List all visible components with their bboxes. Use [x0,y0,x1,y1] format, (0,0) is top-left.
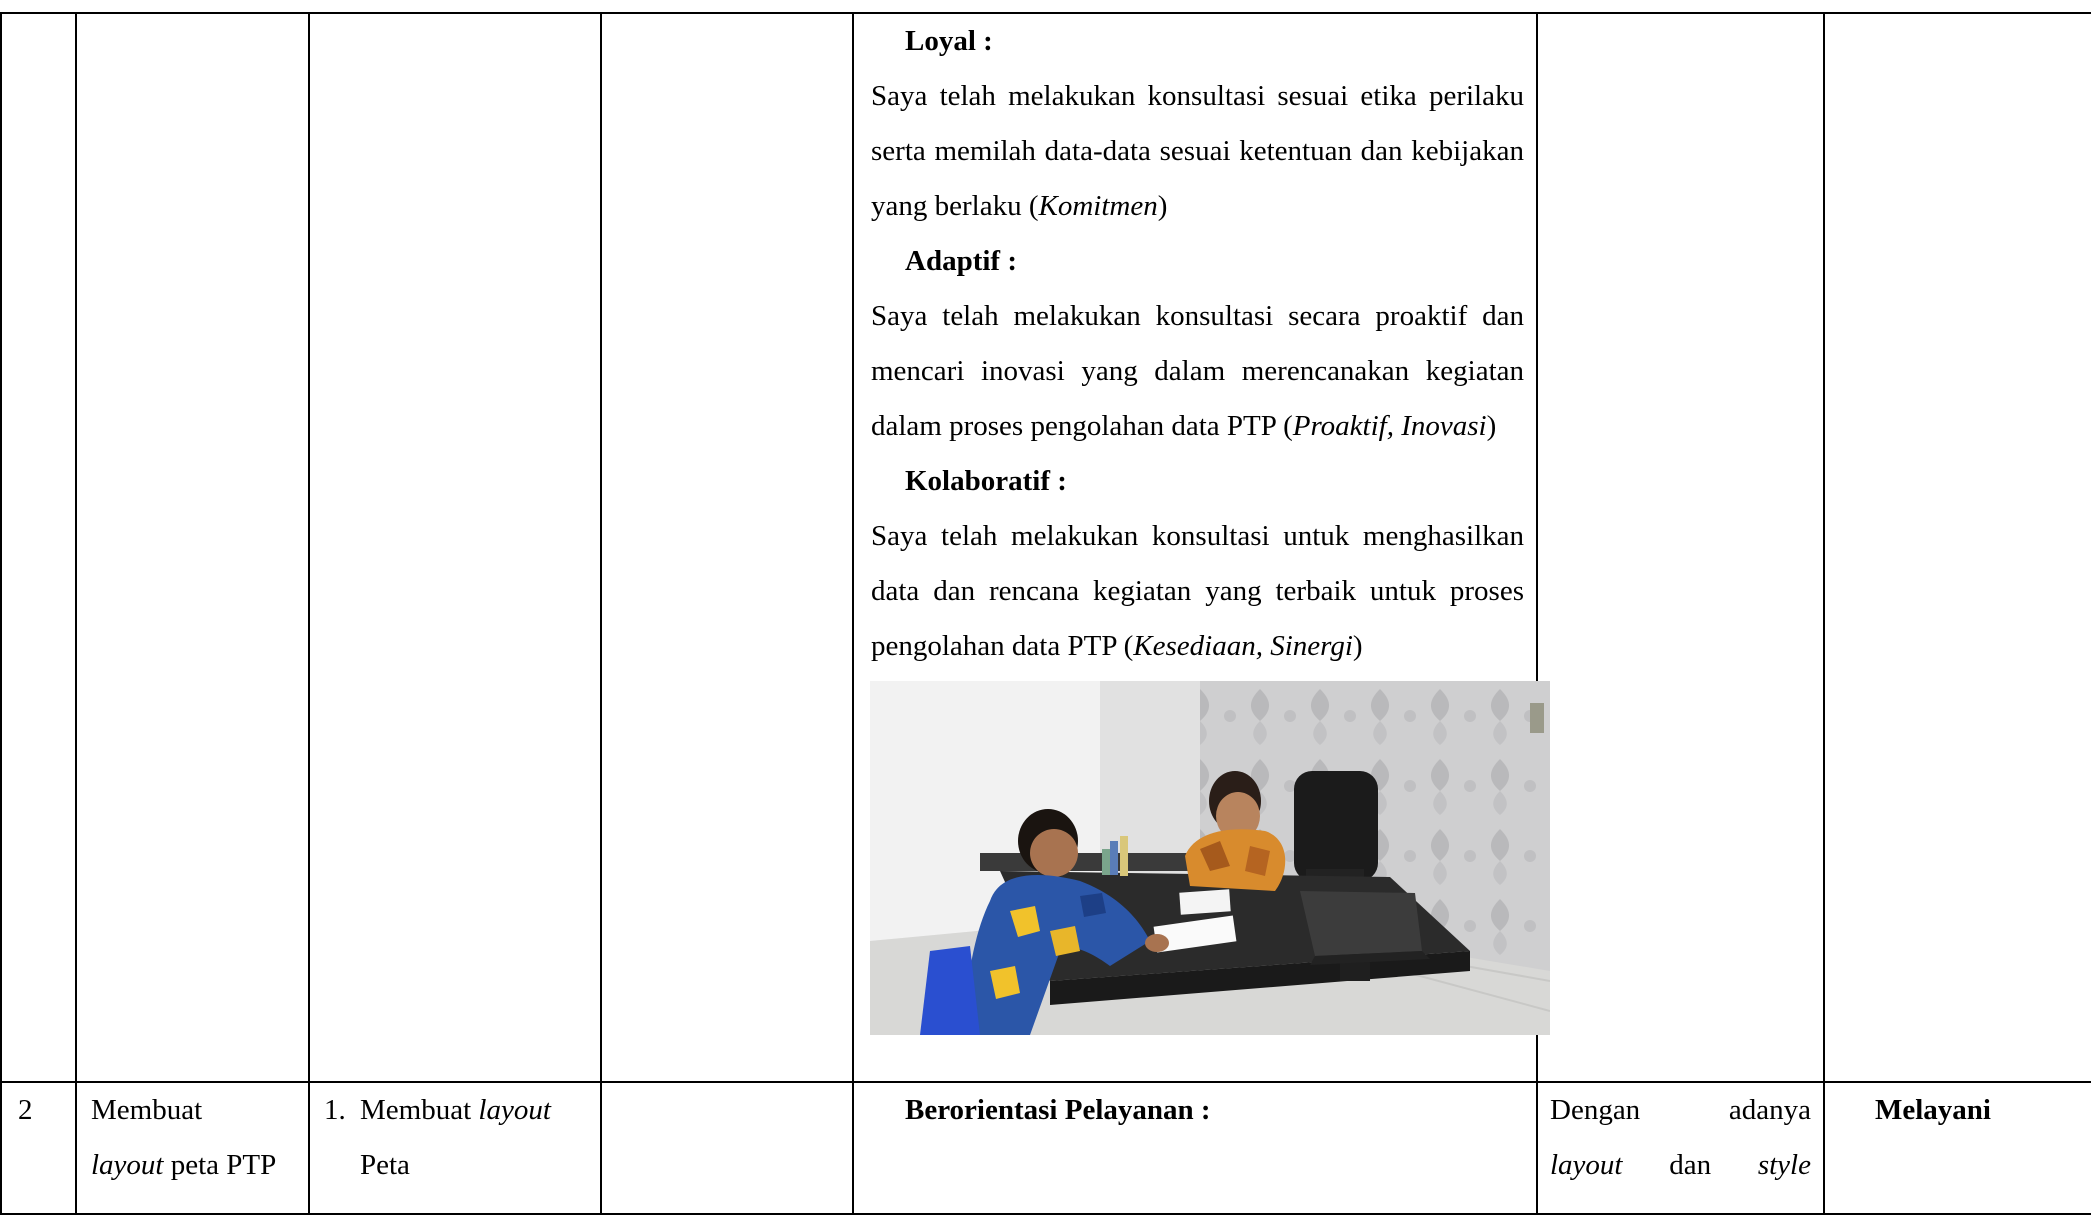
activity-table [0,12,2091,1215]
activity-cell [76,13,309,1082]
table-row [1,1082,2091,1214]
activity-italic: layout [91,1149,164,1181]
core-values-cell [853,1082,1537,1214]
result-line [1550,1138,1811,1193]
result-word: layout [1550,1149,1623,1181]
step-italic: layout [478,1094,551,1126]
result-word: Dengan [1550,1094,1641,1126]
output-cell [601,1082,853,1214]
activity-line: Membuat [91,1094,203,1126]
core-values-cell [853,13,1537,1082]
value-description: Saya telah melakukan konsultasi sesuai etika perilaku serta memilah data-data sesuai ketentuan dan kebijakan yang berlaku (Komitmen) [871,80,1524,222]
number-cell: 2 [1,1082,76,1214]
result-word: dan [1669,1149,1712,1181]
value-title: Kolaboratif : [905,465,1067,497]
value-description: Saya telah melakukan konsultasi untuk menghasilkan data dan rencana kegiatan yang terbaik untuk proses pengolahan data PTP (Kesediaan, Sinergi) [871,520,1524,662]
consultation-photo [870,681,1550,1035]
result-cell [1537,13,1824,1082]
activity-cell [76,1082,309,1214]
result-line [1550,1083,1811,1138]
result-word: adanya [1728,1094,1811,1126]
step-number: 1. [324,1094,346,1126]
value-title: Berorientasi Pelayanan : [905,1094,1211,1126]
value-name-cell [1824,13,2091,1082]
number-cell [1,13,76,1082]
result-word: style [1757,1149,1811,1181]
step-text: Peta [360,1149,410,1181]
value-block-loyal [871,14,1524,234]
steps-cell [309,13,601,1082]
output-cell [601,13,853,1082]
steps-cell [309,1082,601,1214]
activity-line: peta PTP [163,1149,277,1181]
value-name-cell: Melayani [1824,1082,2091,1214]
step-text: Membuat [360,1094,479,1126]
value-title: Loyal : [905,25,993,57]
value-block-kolaboratif [871,454,1524,674]
table-row [1,13,2091,1082]
result-cell [1537,1082,1824,1214]
value-title: Adaptif : [905,245,1017,277]
value-description: Saya telah melakukan konsultasi secara proaktif dan mencari inovasi yang dalam merencanakan kegiatan dalam proses pengolahan data PTP (Proaktif, Inovasi) [871,300,1524,442]
value-block-adaptif [871,234,1524,454]
